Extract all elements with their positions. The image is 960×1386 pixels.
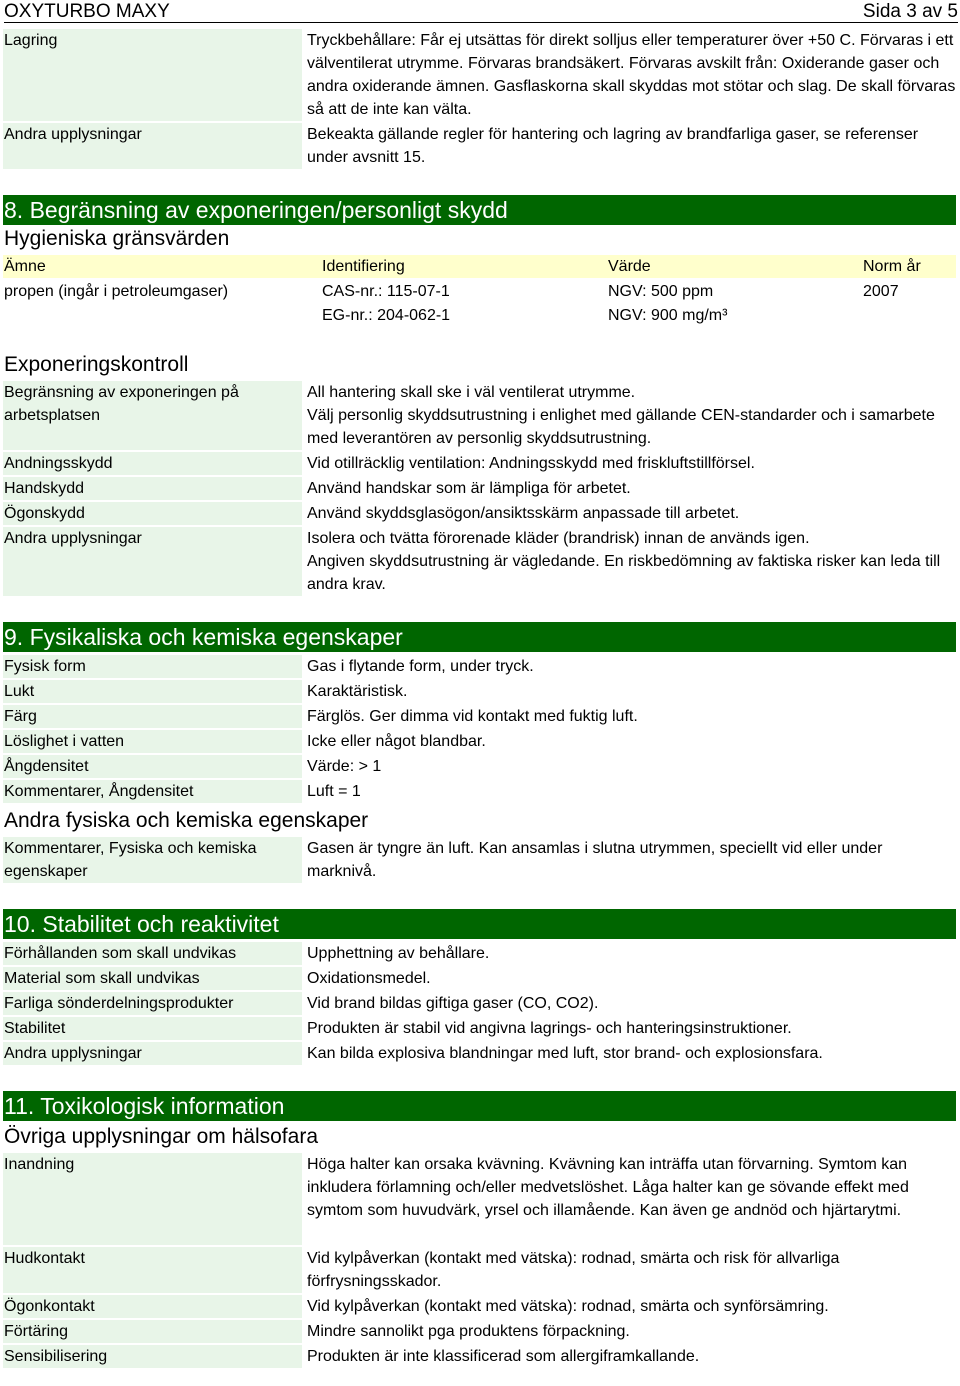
field-value: Använd handskar som är lämpliga för arbetet.	[307, 480, 631, 497]
field-label: Löslighet i vatten	[3, 730, 302, 753]
field-row	[3, 1247, 956, 1293]
field-row	[3, 755, 956, 778]
field-label: Farliga sönderdelningsprodukter	[3, 992, 302, 1015]
field-label: Ögonskydd	[3, 502, 302, 525]
field-row	[3, 477, 956, 500]
field-value: Vid kylpåverkan (kontakt med vätska): rodnad, smärta och synförsämring.	[307, 1298, 829, 1315]
field-value: Höga halter kan orsaka kvävning. Kvävning kan inträffa utan förvarning. Symtom kan inkludera förlamning och/eller medvetslöshet. Låga halter kan ge sövande effekt med symtom som huvudvärk, yrsel och illamående. Kan även ge andnöd och hjärtarytmi.	[307, 1156, 909, 1219]
field-row	[3, 1153, 956, 1245]
field-value: Mindre sannolikt pga produktens förpackning.	[307, 1323, 630, 1340]
field-row	[3, 780, 956, 803]
table-cell: NGV: 500 ppm	[608, 283, 714, 300]
field-label: Hudkontakt	[3, 1247, 302, 1293]
field-label: Andra upplysningar	[3, 123, 302, 169]
other-properties-subheading: Andra fysiska och kemiska egenskaper	[4, 809, 369, 832]
table-cell: CAS-nr.: 115-07-1	[322, 283, 450, 300]
page-header	[4, 0, 958, 23]
field-value: Icke eller något blandbar.	[307, 733, 486, 750]
field-value: Vid kylpåverkan (kontakt med vätska): rodnad, smärta och risk för allvarliga förfrysningsskador.	[307, 1250, 840, 1290]
limits-subheading: Hygieniska gränsvärden	[4, 227, 230, 250]
table-row	[3, 304, 956, 327]
field-label: Kommentarer, Ångdensitet	[3, 780, 302, 803]
field-row	[3, 1295, 956, 1318]
field-value: Gasen är tyngre än luft. Kan ansamlas i slutna utrymmen, speciellt vid eller under marknivå.	[307, 840, 883, 880]
field-row	[3, 705, 956, 728]
section-11-heading: 11. Toxikologisk information	[3, 1091, 956, 1121]
table-cell: NGV: 900 mg/m³	[608, 307, 728, 324]
field-row	[3, 1017, 956, 1040]
field-label: Begränsning av exponeringen på arbetsplatsen	[3, 381, 302, 450]
field-row	[3, 837, 956, 883]
field-value: Bekeakta gällande regler för hantering och lagring av brandfarliga gaser, se referenser under avsnitt 15.	[307, 126, 919, 166]
field-value: All hantering skall ske i väl ventilerat utrymme. Välj personlig skyddsutrustning i enlighet med gällande CEN-standarder och i samarbete med leverantören av personlig skyddsutrustning.	[307, 384, 935, 447]
field-row	[3, 1320, 956, 1343]
field-value: Produkten är inte klassificerad som allergiframkallande.	[307, 1348, 700, 1365]
table-cell: EG-nr.: 204-062-1	[322, 307, 451, 324]
field-label: Ångdensitet	[3, 755, 302, 778]
section-9-heading: 9. Fysikaliska och kemiska egenskaper	[3, 622, 956, 652]
field-value: Värde: > 1	[307, 758, 382, 775]
table-cell: propen (ingår i petroleumgaser)	[4, 283, 229, 300]
field-label: Handskydd	[3, 477, 302, 500]
field-value: Oxidationsmedel.	[307, 970, 431, 987]
table-cell	[3, 304, 322, 327]
field-row	[3, 381, 956, 450]
page-number: Sida 3 av 5	[862, 1, 958, 22]
field-row	[3, 655, 956, 678]
field-label: Kommentarer, Fysiska och kemiska egenskaper	[3, 837, 302, 883]
health-hazard-subheading: Övriga upplysningar om hälsofara	[4, 1125, 318, 1148]
field-row	[3, 452, 956, 475]
field-value: Kan bilda explosiva blandningar med luft, stor brand- och explosionsfara.	[307, 1045, 823, 1062]
field-label: Lukt	[3, 680, 302, 703]
field-label: Material som skall undvikas	[3, 967, 302, 990]
field-value: Produkten är stabil vid angivna lagrings- och hanteringsinstruktioner.	[307, 1020, 792, 1037]
table-cell	[863, 304, 956, 327]
limits-table-header	[3, 255, 956, 278]
field-row	[3, 29, 956, 121]
table-row	[3, 280, 956, 303]
field-label: Andra upplysningar	[3, 527, 302, 596]
field-value: Luft = 1	[307, 783, 361, 800]
field-value: Isolera och tvätta förorenade kläder (brandrisk) innan de används igen. Angiven skyddsutrustning är vägledande. En riskbedömning av faktiska risker kan leda till andra krav.	[307, 530, 941, 593]
field-row	[3, 1345, 956, 1368]
product-name: OXYTURBO MAXY	[4, 1, 170, 22]
field-row	[3, 502, 956, 525]
field-row	[3, 680, 956, 703]
table-cell: 2007	[863, 283, 899, 300]
field-label: Förhållanden som skall undvikas	[3, 942, 302, 965]
field-label: Lagring	[3, 29, 302, 121]
field-label: Andningsskydd	[3, 452, 302, 475]
column-header-identification: Identifiering	[322, 258, 405, 275]
field-row	[3, 992, 956, 1015]
column-header-norm-year: Norm år	[863, 258, 921, 275]
field-row	[3, 1042, 956, 1065]
field-row	[3, 942, 956, 965]
field-label: Fysisk form	[3, 655, 302, 678]
field-row	[3, 527, 956, 596]
field-value: Karaktäristisk.	[307, 683, 408, 700]
section-8-heading: 8. Begränsning av exponeringen/personligt skydd	[3, 195, 956, 225]
field-value: Vid brand bildas giftiga gaser (CO, CO2).	[307, 995, 599, 1012]
field-row	[3, 967, 956, 990]
field-value: Vid otillräcklig ventilation: Andningsskydd med friskluftstillförsel.	[307, 455, 755, 472]
field-row	[3, 730, 956, 753]
exposure-control-subheading: Exponeringskontroll	[4, 353, 189, 376]
field-label: Förtäring	[3, 1320, 302, 1343]
column-header-substance: Ämne	[4, 258, 46, 275]
field-label: Färg	[3, 705, 302, 728]
field-label: Ögonkontakt	[3, 1295, 302, 1318]
field-value: Gas i flytande form, under tryck.	[307, 658, 534, 675]
field-label: Stabilitet	[3, 1017, 302, 1040]
field-value: Färglös. Ger dimma vid kontakt med fuktig luft.	[307, 708, 638, 725]
field-label: Andra upplysningar	[3, 1042, 302, 1065]
field-value: Tryckbehållare: Får ej utsättas för direkt solljus eller temperaturer över +50 C. Förvaras i ett välventilerat utrymme. Förvaras brandsäkert. Förvaras avskilt från: Oxiderande gaser och andra oxiderande ämnen. Gasflaskorna skall skyddas mot stötar och slag. De skall förvaras så att de inte kan välta.	[307, 32, 956, 118]
field-label: Sensibilisering	[3, 1345, 302, 1368]
field-row	[3, 123, 956, 169]
field-value: Upphettning av behållare.	[307, 945, 490, 962]
field-label: Inandning	[3, 1153, 302, 1245]
section-10-heading: 10. Stabilitet och reaktivitet	[3, 909, 956, 939]
field-value: Använd skyddsglasögon/ansiktsskärm anpassade till arbetet.	[307, 505, 740, 522]
column-header-value: Värde	[608, 258, 651, 275]
